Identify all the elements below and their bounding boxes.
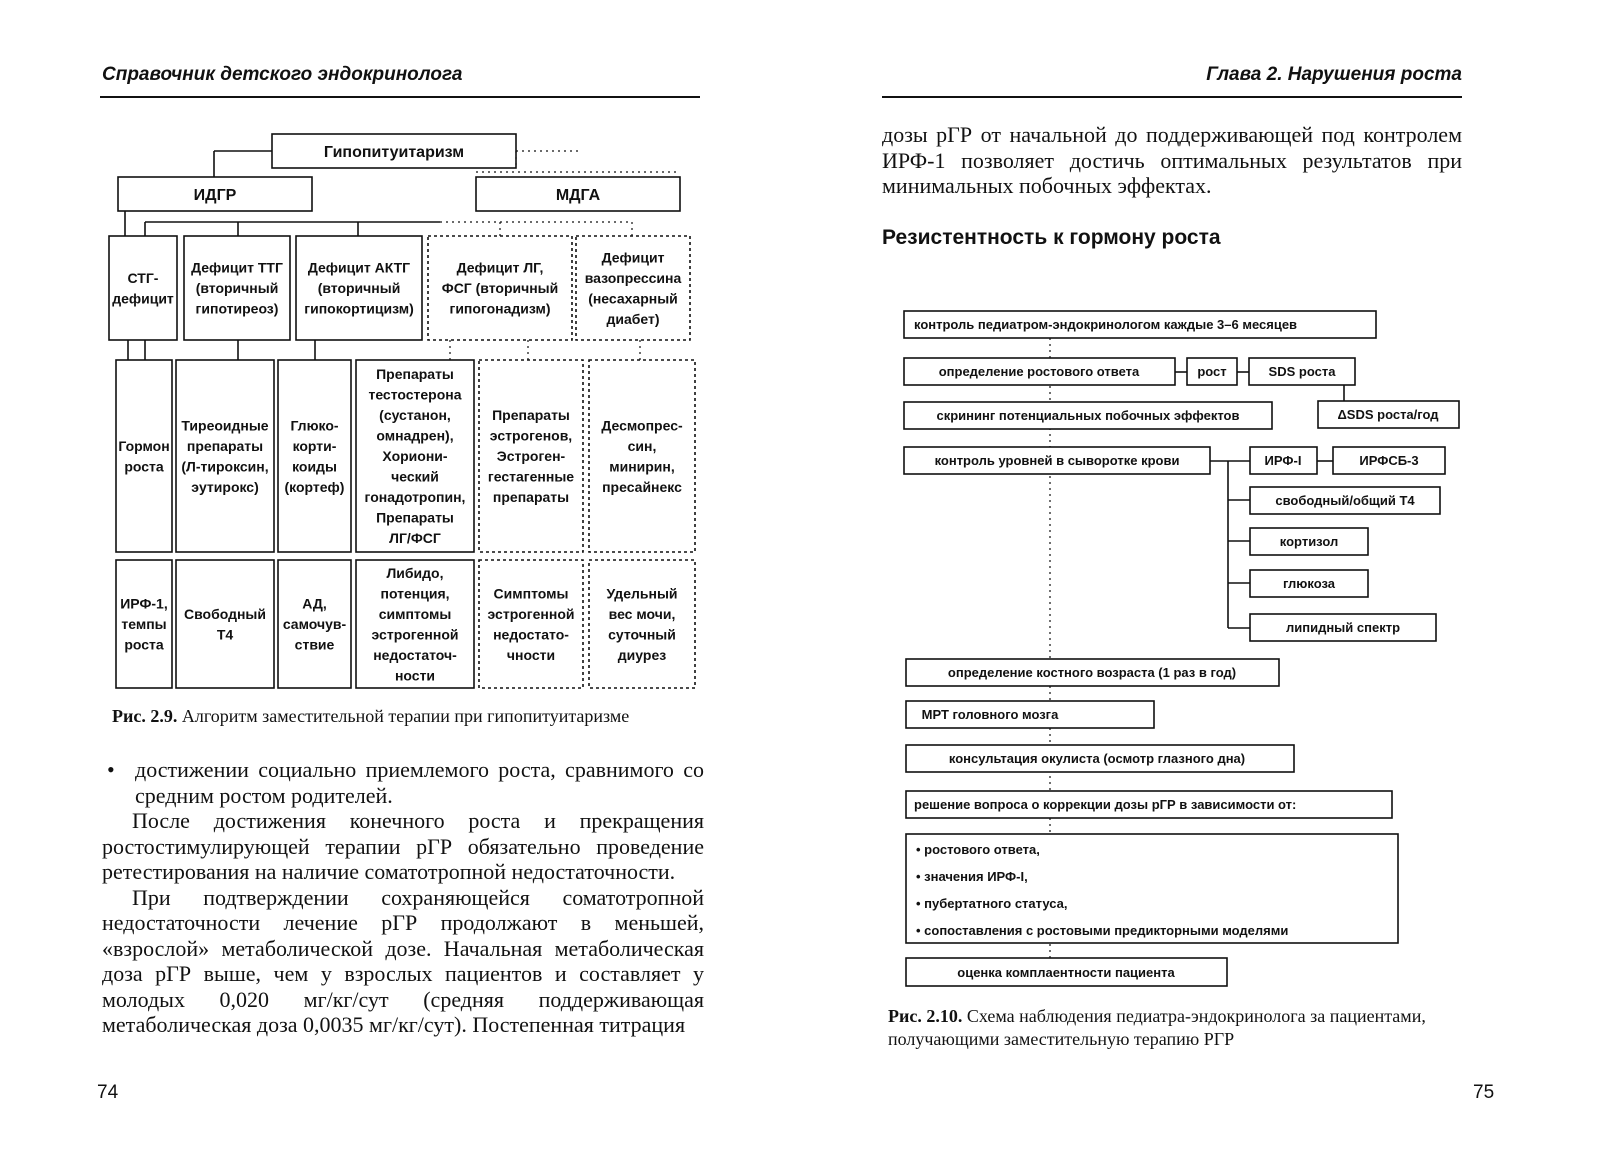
running-head-left: Справочник детского эндокринолога: [102, 64, 463, 85]
box-mri: [906, 701, 1154, 728]
therapy-line: гонадотропин,: [364, 489, 466, 506]
therapy-line: корти-: [292, 437, 337, 454]
monitoring-line: ности: [394, 667, 436, 684]
monitoring-line: эстрогенной: [371, 626, 459, 643]
deficits-box: [428, 236, 572, 340]
monitoring-line: эстрогенной: [487, 605, 575, 622]
deficit-row: [109, 236, 690, 340]
monitoring-line: самочув-: [282, 616, 347, 633]
deficits-line: (несахарный: [588, 290, 678, 307]
monitoring-line: недостато-: [493, 626, 569, 643]
factor-item: • значения ИРФ-I,: [916, 869, 1028, 884]
therapy-line: ческий: [391, 468, 439, 485]
monitoring-line: Свободный: [183, 605, 267, 622]
box-cortisol: [1250, 528, 1368, 555]
box-cortisol-label: кортизол: [1279, 534, 1339, 549]
box-screening-label: скрининг потенциальных побочных эффектов: [936, 408, 1240, 423]
therapy-line: Препараты: [492, 407, 570, 424]
box-dose: [906, 791, 1392, 818]
box-dose-label: решение вопроса о коррекции дозы рГР в зависимости от:: [914, 797, 1297, 812]
therapy-line: син,: [627, 437, 657, 454]
box-growth-response: [904, 358, 1175, 385]
left-body-text: [102, 757, 704, 1038]
monitoring-line: Т4: [216, 626, 234, 643]
therapy-line: препараты: [492, 489, 570, 506]
box-glucose: [1250, 570, 1368, 597]
monitoring-line: темпы: [121, 616, 167, 633]
box-sds-height-label: SDS роста: [1268, 364, 1336, 379]
monitoring-line: АД,: [302, 595, 327, 612]
right-page: [800, 0, 1600, 1155]
bullet-text: достижении социально приемлемого роста, сравнимого со средним ростом родителей.: [135, 757, 704, 808]
therapy-line: ЛГ/ФСГ: [389, 530, 441, 547]
deficits-box: [576, 236, 690, 340]
box-igfbp3: [1333, 447, 1445, 474]
monitoring-line: суточный: [608, 626, 676, 643]
box-height: [1187, 358, 1237, 385]
box-bone-age-label: определение костного возраста (1 раз в год): [947, 665, 1237, 680]
monitoring-line: Симптомы: [493, 585, 569, 602]
caption-text: Алгоритм заместительной терапии при гипопитуитаризме: [181, 706, 630, 726]
therapy-line: Десмопрес-: [601, 417, 683, 434]
box-compliance-label: оценка комплаентности пациента: [957, 965, 1175, 980]
therapy-line: Тиреоидные: [181, 417, 269, 434]
figure-caption-2-10: [888, 1005, 1488, 1051]
deficits-line: СТГ-: [127, 269, 159, 286]
deficits-box: [296, 236, 422, 340]
therapy-line: эстрогенов,: [489, 427, 573, 444]
box-factors: [906, 834, 1398, 943]
therapy-box: [479, 360, 583, 552]
therapy-box: [589, 360, 695, 552]
box-control: [904, 311, 1376, 338]
therapy-box: [278, 360, 351, 552]
paragraph-retest: После достижения конечного роста и прекращения ростостимулирующей терапии рГР обязательно проведение ретестирования на наличие соматотропной недостаточности.: [102, 808, 704, 884]
box-mri-label: МРТ головного мозга: [921, 707, 1059, 722]
deficits-box: [184, 236, 290, 340]
box-height-label: рост: [1197, 364, 1227, 379]
therapy-box: [356, 360, 474, 552]
therapy-line: Хориони-: [382, 448, 448, 465]
box-glucose-label: глюкоза: [1282, 576, 1336, 591]
deficits-line: гипотиреоз): [195, 300, 279, 317]
deficits-line: Дефицит ТТГ: [191, 259, 283, 276]
therapy-line: Глюко-: [290, 417, 339, 434]
deficits-line: (вторичный: [317, 280, 401, 297]
box-serum: [904, 447, 1210, 474]
therapy-line: Гормон: [118, 437, 170, 454]
deficits-line: диабет): [606, 310, 660, 327]
monitoring-line: вес мочи,: [608, 605, 676, 622]
monitoring-box: [176, 560, 274, 688]
box-compliance: [906, 958, 1227, 986]
factor-item: • ростового ответа,: [916, 842, 1040, 857]
therapy-line: Препараты: [376, 366, 454, 383]
monitoring-line: ИРФ-1,: [120, 595, 168, 612]
monitoring-line: диурез: [617, 646, 667, 663]
therapy-row: [116, 360, 695, 552]
branch-mdga-label: МДГА: [555, 187, 601, 204]
therapy-line: гестагенные: [487, 468, 575, 485]
deficits-box: [109, 236, 177, 340]
box-t4: [1250, 487, 1440, 514]
therapy-line: эутирокс): [191, 478, 259, 495]
box-oculist-label: консультация окулиста (осмотр глазного дна): [948, 751, 1246, 766]
monitoring-row: [116, 560, 695, 688]
box-t4-label: свободный/общий Т4: [1275, 493, 1415, 508]
therapy-box: [176, 360, 274, 552]
box-igfbp3-label: ИРФСБ-3: [1359, 453, 1419, 468]
deficits-line: Дефицит ЛГ,: [456, 259, 544, 276]
hypopituitarism-algorithm-diagram: [0, 0, 800, 720]
monitoring-box: [589, 560, 695, 688]
branch-idgr-label: ИДГР: [193, 187, 237, 204]
figure-caption-2-9: [112, 705, 712, 728]
therapy-line: Препараты: [376, 509, 454, 526]
deficits-line: Дефицит: [601, 249, 665, 266]
deficits-line: гипокортицизм): [304, 300, 414, 317]
therapy-line: роста: [124, 458, 164, 475]
deficits-line: Дефицит АКТГ: [307, 259, 411, 276]
deficits-line: вазопрессина: [584, 269, 682, 286]
therapy-line: минирин,: [609, 458, 675, 475]
deficits-line: ФСГ (вторичный: [441, 280, 559, 297]
therapy-line: коиды: [292, 458, 337, 475]
deficits-line: дефицит: [112, 290, 174, 307]
box-lipid: [1250, 614, 1436, 641]
caption-text: Схема наблюдения педиатра-эндокринолога за пациентами, получающими заместительную терапию РГР: [888, 1006, 1426, 1049]
monitoring-line: Удельный: [606, 585, 678, 602]
box-screening: [904, 402, 1272, 429]
root-node: [272, 134, 516, 168]
box-bone-age: [906, 659, 1279, 686]
monitoring-box: [479, 560, 583, 688]
branch-idgr: [118, 177, 312, 211]
intro-paragraph: дозы рГР от начальной до поддерживающей под контролем ИРФ-1 позволяет достичь оптимальных результатов при минимальных побочных эффектах.: [882, 122, 1462, 198]
monitoring-flowchart: [800, 0, 1600, 1000]
box-sds-height: [1249, 358, 1355, 385]
box-delta-sds-label: ΔSDS роста/год: [1337, 407, 1439, 422]
monitoring-box: [278, 560, 351, 688]
box-delta-sds: [1318, 401, 1459, 428]
monitoring-box: [116, 560, 172, 688]
monitoring-line: роста: [124, 636, 164, 653]
therapy-line: омнадрен),: [376, 427, 454, 444]
root-label: Гипопитуитаризм: [323, 144, 465, 161]
monitoring-line: Либидо,: [386, 564, 444, 581]
running-head-right: Глава 2. Нарушения роста: [1206, 64, 1462, 85]
deficits-line: (вторичный: [195, 280, 279, 297]
factor-item: • пубертатного статуса,: [916, 896, 1068, 911]
therapy-line: (Л-тироксин,: [181, 458, 269, 475]
therapy-line: Эстроген-: [496, 448, 566, 465]
caption-label: Рис. 2.10.: [888, 1006, 963, 1026]
monitoring-line: чности: [506, 646, 556, 663]
monitoring-line: ствие: [294, 636, 335, 653]
therapy-line: препараты: [186, 437, 264, 454]
box-igf1: [1250, 447, 1317, 474]
therapy-line: (сустанон,: [379, 407, 451, 424]
therapy-line: (кортеф): [284, 478, 345, 495]
factor-item: • сопоставления с ростовыми предикторными моделями: [916, 923, 1289, 938]
deficits-line: гипогонадизм): [449, 300, 551, 317]
monitoring-box: [356, 560, 474, 688]
bullet-dot: •: [107, 757, 115, 782]
branch-mdga: [476, 177, 680, 211]
box-igf1-label: ИРФ-I: [1264, 453, 1302, 468]
caption-label: Рис. 2.9.: [112, 706, 178, 726]
page-number-right: 75: [1473, 1082, 1495, 1103]
box-lipid-label: липидный спектр: [1285, 620, 1401, 635]
section-heading: Резистентность к гормону роста: [882, 226, 1221, 249]
monitoring-line: потенция,: [380, 585, 450, 602]
monitoring-line: симптомы: [378, 605, 452, 622]
box-control-label: контроль педиатром-эндокринологом каждые 3–6 месяцев: [914, 317, 1298, 332]
page-number-left: 74: [97, 1082, 119, 1103]
box-oculist: [906, 745, 1294, 772]
box-serum-label: контроль уровней в сыворотке крови: [934, 453, 1180, 468]
therapy-line: тестостерона: [368, 386, 462, 403]
therapy-box: [116, 360, 172, 552]
therapy-line: пресайнекс: [602, 478, 682, 495]
monitoring-line: недостаточ-: [373, 646, 457, 663]
box-growth-response-label: определение ростового ответа: [938, 364, 1140, 379]
bullet-item: [102, 757, 704, 808]
paragraph-dose: При подтверждении сохраняющейся соматотропной недостаточности лечение рГР продолжают в меньшей, «взрослой» метаболической дозе. Начальная метаболическая доза рГР выше, чем у взрослых пациентов и составляет у молодых 0,020 мг/кг/сут (средняя поддерживающая метаболическая доза 0,0035 мг/кг/сут). Постепенная титрация: [102, 884, 704, 1037]
